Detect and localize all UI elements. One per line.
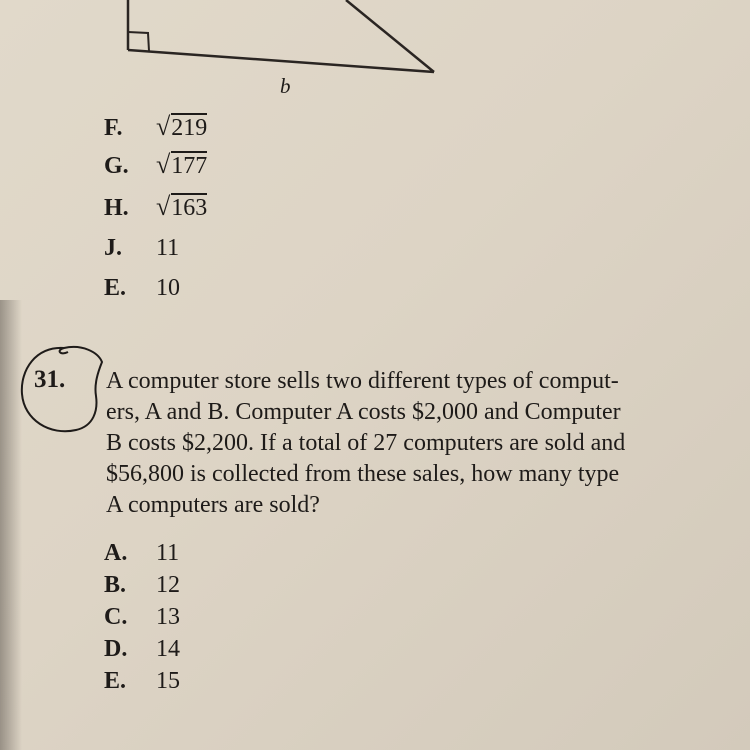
choice-value: 11 [156, 235, 180, 261]
question-line: ers, A and B. Computer A costs $2,000 and Computer [106, 399, 621, 425]
choice-e [104, 273, 180, 303]
answer-letter: C. [104, 604, 128, 630]
square-root-icon: √ [156, 150, 171, 179]
answer-c [104, 602, 180, 632]
answer-value: 11 [156, 540, 180, 566]
choice-letter: J. [104, 235, 122, 261]
answer-d [104, 634, 180, 664]
choice-value: 10 [156, 275, 180, 301]
answer-value: 12 [156, 572, 180, 598]
choice-h [104, 192, 207, 222]
answer-letter: A. [104, 540, 128, 566]
triangle-hypotenuse [346, 0, 434, 72]
choice-letter: H. [104, 195, 129, 221]
question-text [106, 366, 721, 521]
question-line: B costs $2,200. If a total of 27 computers are sold and [106, 430, 626, 456]
choice-g [104, 150, 207, 180]
choice-radicand: 177 [171, 153, 208, 179]
answer-letter: B. [104, 572, 127, 598]
question-line: A computers are sold? [106, 492, 320, 518]
right-angle-marker [128, 32, 149, 51]
answer-a [104, 538, 179, 568]
choice-j [104, 233, 179, 263]
choice-radicand: 219 [171, 115, 208, 141]
square-root-icon: √ [156, 112, 171, 141]
choice-radicand: 163 [171, 195, 208, 221]
answer-e [104, 666, 180, 696]
right-triangle-figure [0, 0, 750, 110]
choice-f [104, 112, 207, 142]
choice-letter: G. [104, 153, 129, 179]
choice-letter: E. [104, 275, 127, 301]
question-line: $56,800 is collected from these sales, how many type [106, 461, 620, 487]
answer-value: 15 [156, 668, 180, 694]
answer-value: 14 [156, 636, 180, 662]
question-number: 31. [34, 366, 66, 393]
answer-letter: E. [104, 668, 127, 694]
side-b-label: b [280, 74, 291, 98]
choice-letter: F. [104, 115, 123, 141]
answer-letter: D. [104, 636, 128, 662]
answer-b [104, 570, 180, 600]
question-line: A computer store sells two different types of comput- [106, 368, 619, 394]
square-root-icon: √ [156, 192, 171, 221]
triangle-base-side [128, 50, 434, 72]
answer-value: 13 [156, 604, 180, 630]
